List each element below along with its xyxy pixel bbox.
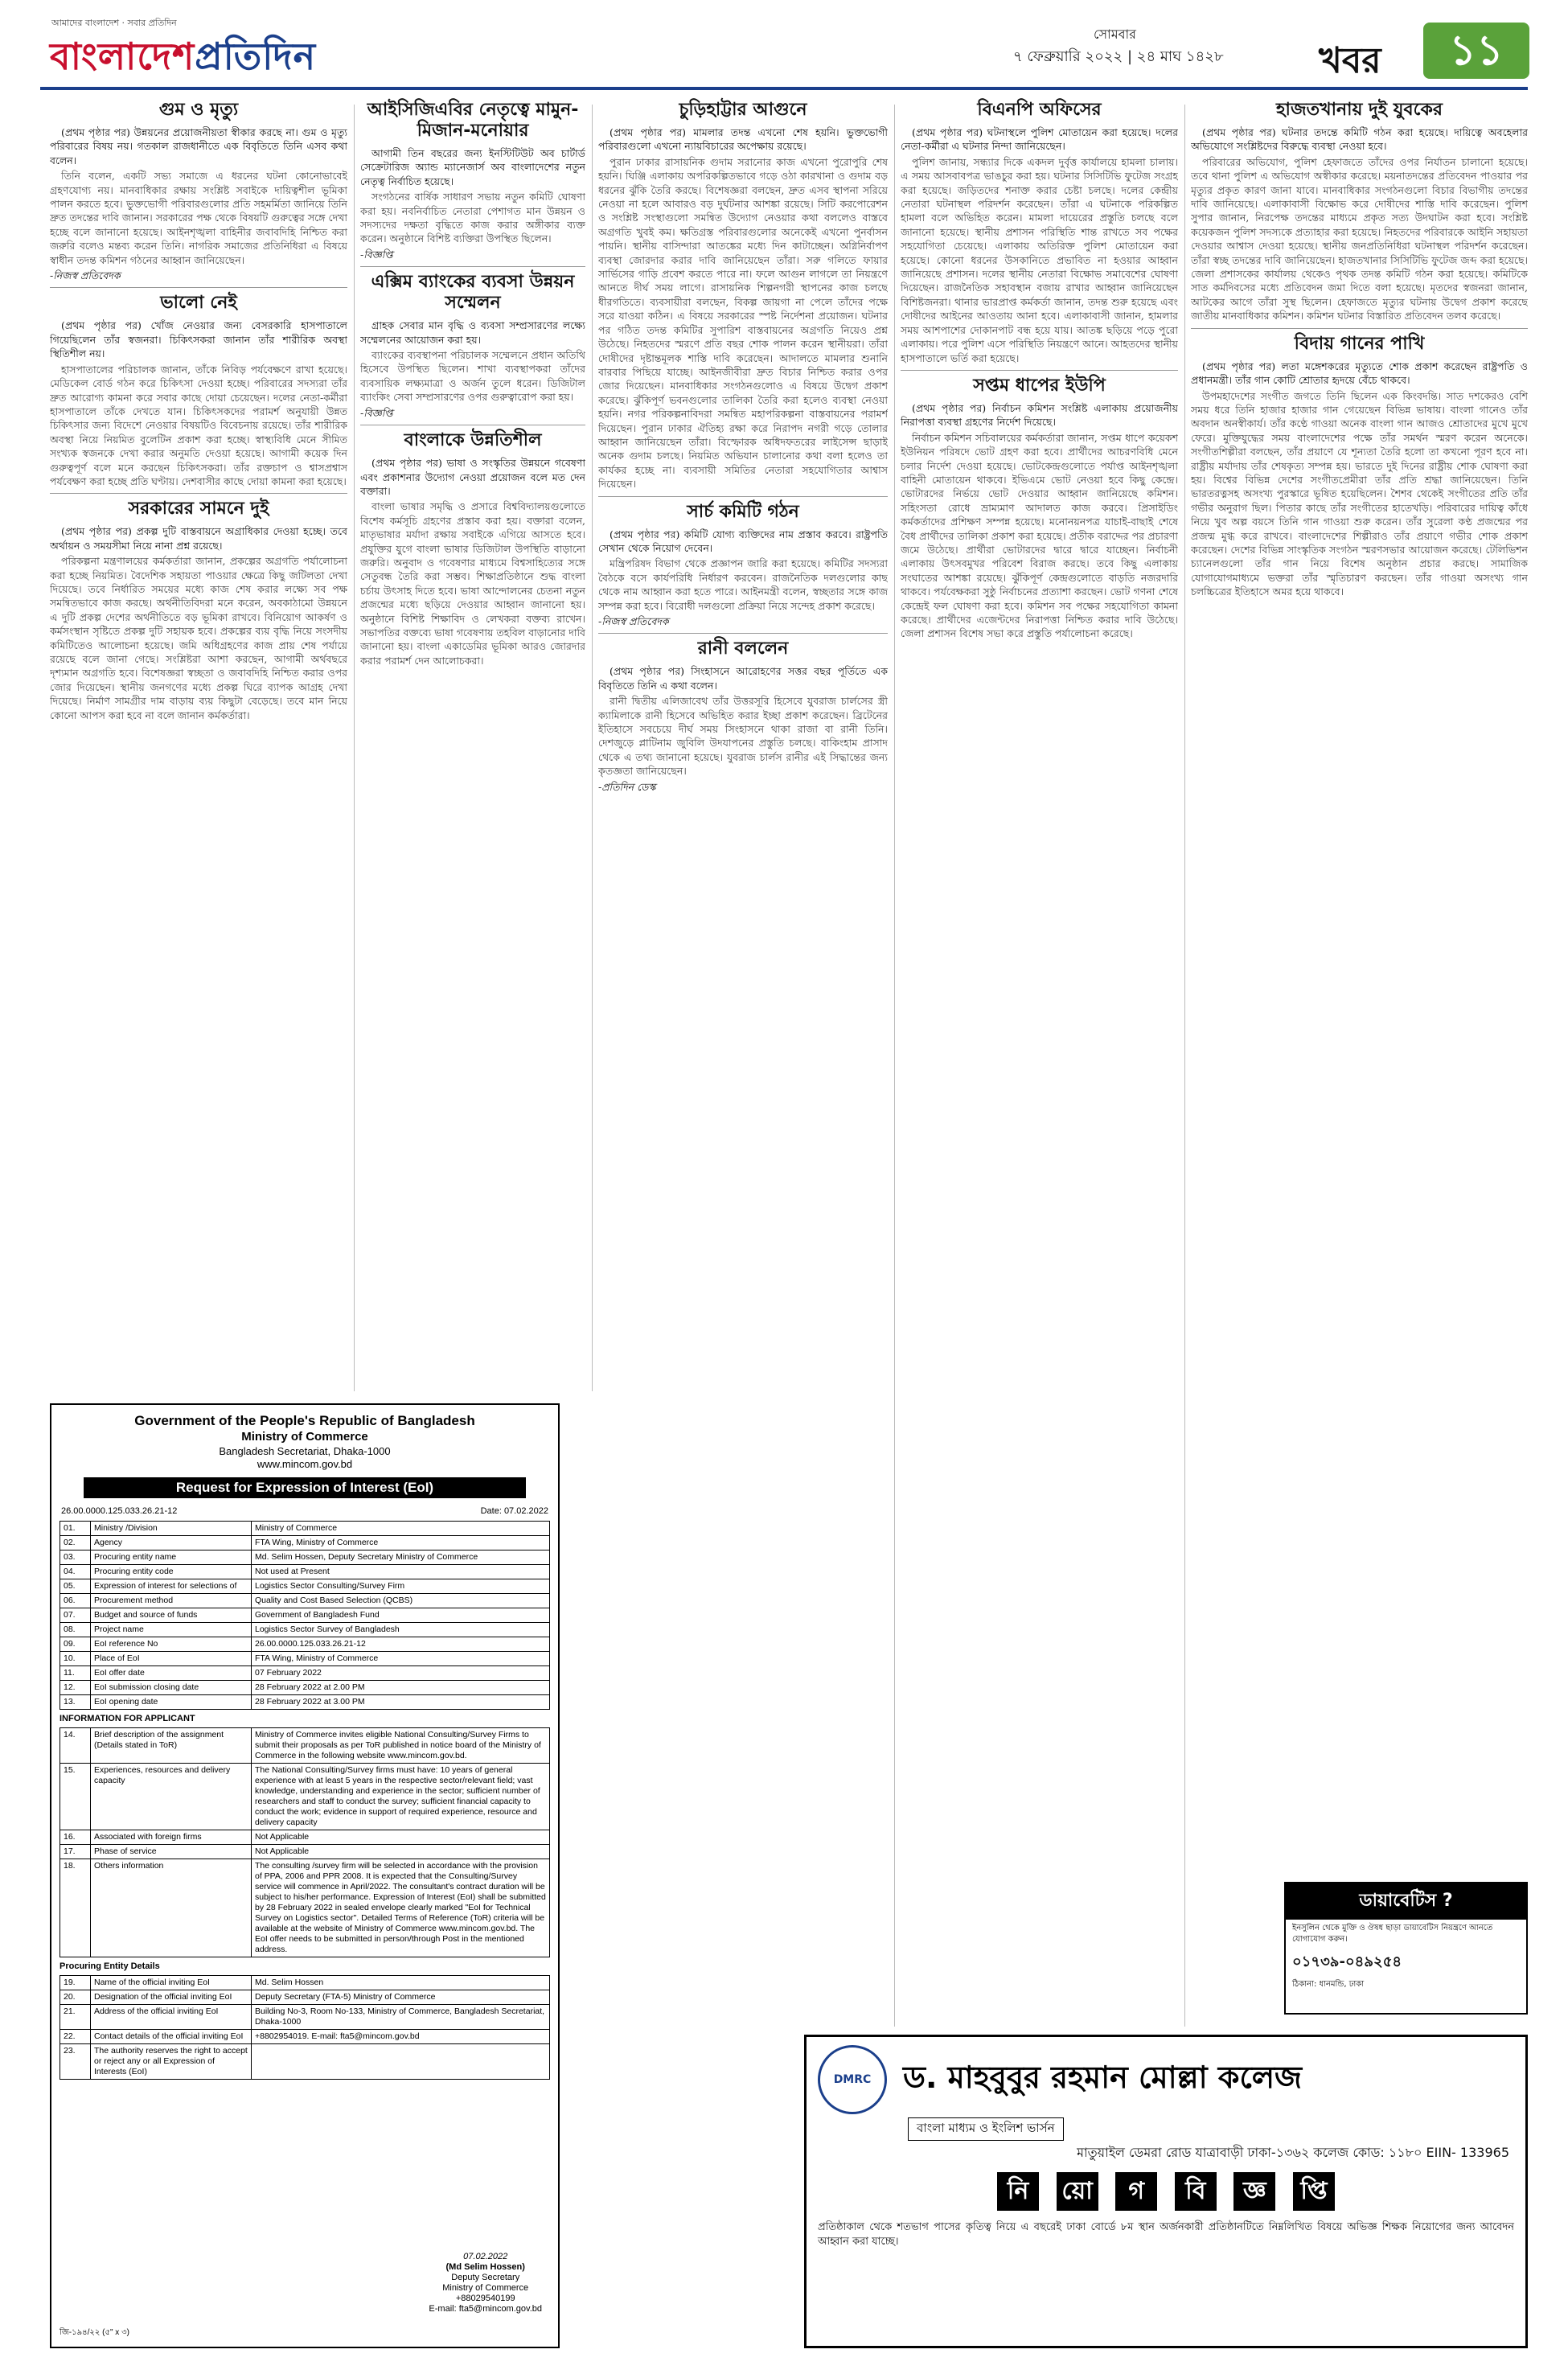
row-number: 15. bbox=[60, 1764, 91, 1830]
gov-name: Government of the People's Republic of Bangladesh bbox=[134, 1413, 475, 1428]
college-header bbox=[807, 2037, 1525, 2117]
college-medium: বাংলা মাধ্যম ও ইংলিশ ভার্সন bbox=[908, 2117, 1064, 2141]
table-row bbox=[60, 1579, 550, 1594]
row-number: 14. bbox=[60, 1728, 91, 1764]
signature-date: 07.02.2022 bbox=[463, 2252, 508, 2261]
table-row bbox=[60, 2030, 550, 2044]
divider bbox=[1191, 328, 1528, 329]
row-label: Name of the official inviting EoI bbox=[91, 1976, 252, 1990]
eoi-advertisement bbox=[50, 1403, 560, 2348]
row-number: 08. bbox=[60, 1623, 91, 1637]
row-label: Project name bbox=[91, 1623, 252, 1637]
article-lead: (প্রথম পৃষ্ঠার পর) প্রকল্প দুটি বাস্তবায়নে অগ্রাধিকার দেওয়া হচ্ছে। তবে অর্থায়ন ও সময়সীমা নিয়ে নানা প্রশ্ন রয়েছে। bbox=[50, 525, 347, 552]
logo-part1: বাংলাদেশ bbox=[50, 35, 195, 78]
row-label: EoI opening date bbox=[91, 1695, 252, 1710]
article-body: মন্ত্রিপরিষদ বিভাগ থেকে প্রজ্ঞাপন জারি করা হয়েছে। কমিটির সদস্যরা বৈঠকে বসে কার্যপরিধি নির্ধারণ করবেন। রাজনৈতিক দলগুলোর কাছ থেকে নাম আহ্বান করা হতে পারে। আইনমন্ত্রী বলেন, স্বচ্ছতার সঙ্গে কাজ সম্পন্ন করা হবে। বিরোধী দলগুলো প্রক্রিয়া নিয়ে সন্দেহ প্রকাশ করেছে। bbox=[598, 557, 888, 612]
article-byline: -বিজ্ঞপ্তি bbox=[360, 248, 393, 261]
table-row bbox=[60, 1976, 550, 1990]
article-title: বাংলাকে উন্নতিশীল bbox=[404, 430, 542, 451]
article-title: সার্চ কমিটি গঠন bbox=[687, 501, 799, 522]
row-value: Quality and Cost Based Selection (QCBS) bbox=[252, 1594, 550, 1608]
row-label: Ministry /Division bbox=[91, 1522, 252, 1536]
table-row bbox=[60, 1830, 550, 1845]
row-value: Md. Selim Hossen bbox=[252, 1976, 550, 1990]
row-label: Designation of the official inviting EoI bbox=[91, 1990, 252, 2005]
row-number: 12. bbox=[60, 1681, 91, 1695]
table-row bbox=[60, 1522, 550, 1536]
logo-tagline: আমাদের বাংলাদেশ · সবার প্রতিদিন bbox=[51, 18, 177, 28]
column-rule bbox=[592, 105, 593, 1391]
row-number: 19. bbox=[60, 1976, 91, 1990]
row-value: Not Applicable bbox=[252, 1830, 550, 1845]
divider bbox=[598, 633, 888, 634]
row-number: 11. bbox=[60, 1666, 91, 1681]
row-number: 16. bbox=[60, 1830, 91, 1845]
column-1 bbox=[50, 97, 347, 1395]
row-value: Ministry of Commerce invites eligible National Consulting/Survey Firms to submit their proposals as per ToR published in notice board of the Ministry of Commerce in the following website www.mincom.gov.bd. bbox=[252, 1728, 550, 1764]
article-lead: (প্রথম পৃষ্ঠার পর) ঘটনার তদন্তে কমিটি গঠন করা হয়েছে। দায়িত্বে অবহেলার অভিযোগে সংশ্লিষ্টদের বিরুদ্ধে ব্যবস্থা নেওয়া হবে। bbox=[1191, 126, 1528, 153]
signer-phone: +88029540199 bbox=[455, 2294, 515, 2303]
row-label: Procuring entity name bbox=[91, 1550, 252, 1565]
article-lead: (প্রথম পৃষ্ঠার পর) খোঁজ নেওয়ার জন্য বেসরকারি হাসপাতালে গিয়েছিলেন তাঁর স্বজনরা। চিকিৎসকরা জানান তাঁর শারীরিক অবস্থা স্থিতিশীল নয়। bbox=[50, 319, 347, 360]
column-rule bbox=[894, 105, 895, 2027]
row-value: 28 February 2022 at 3.00 PM bbox=[252, 1695, 550, 1710]
article-body: সংগঠনের বার্ষিক সাধারণ সভায় নতুন কমিটি ঘোষণা করা হয়। নবনির্বাচিত নেতারা পেশাগত মান উন্নয়ন ও সদস্যদের দক্ষতা বৃদ্ধিতে কাজ করার অঙ্গীকার ব্যক্ত করেন। অনুষ্ঠানে বিশিষ্ট ব্যক্তিরা উপস্থিত ছিলেন। bbox=[360, 191, 585, 245]
article-title: ভালো নেই bbox=[160, 293, 237, 314]
article-lead: (প্রথম পৃষ্ঠার পর) মামলার তদন্ত এখনো শেষ হয়নি। ভুক্তভোগী পরিবারগুলো এখনো ন্যায়বিচারের অপেক্ষায় রয়েছে। bbox=[598, 126, 888, 153]
table-row bbox=[60, 1764, 550, 1830]
college-name: ড. মাহবুবুর রহমান মোল্লা কলেজ bbox=[903, 2060, 1303, 2095]
notice-letter: য়ো bbox=[1057, 2172, 1098, 2211]
masthead-rule bbox=[40, 87, 1528, 90]
article-body: পুরান ঢাকার রাসায়নিক গুদাম সরানোর কাজ এখনো পুরোপুরি শেষ হয়নি। ঘিঞ্জি এলাকায় অপরিকল্পিতভাবে গড়ে ওঠা কারখানা ও গুদাম বড় ধরনের ঝুঁকি তৈরি করছে। বিশেষজ্ঞরা বলছেন, দ্রুত এসব স্থাপনা সরিয়ে নেওয়া না হলে আবারও বড় দুর্ঘটনার আশঙ্কা রয়েছে। সিটি করপোরেশন ও সংশ্লিষ্ট সংস্থাগুলো সমন্বিত উদ্যোগ নেওয়ার কথা বললেও বাস্তবে অগ্রগতি খুবই কম। ক্ষতিগ্রস্ত পরিবারগুলোর অনেকেই এখনো পুনর্বাসন পায়নি। স্থানীয় বাসিন্দারা আতঙ্কের মধ্যে দিন কাটাচ্ছেন। অগ্নিনির্বাপণ ব্যবস্থা জোরদার করার দাবি জানিয়েছেন তাঁরা। সরু গলিতে ফায়ার সার্ভিসের গাড়ি প্রবেশ করতে পারে না। ফলে আগুন লাগলে তা নিয়ন্ত্রণে আনতে দীর্ঘ সময় লাগে। রাসায়নিক শিল্পনগরী স্থাপনের কাজ চলছে ধীরগতিতে। ব্যবসায়ীরা বলছেন, বিকল্প জায়গা না পেলে তাঁদের পক্ষে সরে যাওয়া কঠিন। এ বিষয়ে সরকারের স্পষ্ট নির্দেশনা প্রয়োজন। ঘটনার পর গঠিত তদন্ত কমিটির সুপারিশ বাস্তবায়নের অগ্রগতি নিয়েও প্রশ্ন উঠেছে। নিহতদের স্মরণে প্রতি বছর শোক পালন করেন স্থানীয়রা। তাঁরা দোষীদের দৃষ্টান্তমূলক শাস্তি দাবি করেছেন। আদালতে মামলার শুনানি বারবার পিছিয়ে যাচ্ছে। আইনজীবীরা দ্রুত বিচার নিশ্চিত করার ওপর জোর দিয়েছেন। মানবাধিকার সংগঠনগুলোও এ বিষয়ে উদ্বেগ প্রকাশ করেছে। ঝুঁকিপূর্ণ ভবনগুলোর তালিকা তৈরি করা হলেও ব্যবস্থা নেওয়া হয়নি। নগর পরিকল্পনাবিদরা সমন্বিত মহাপরিকল্পনা বাস্তবায়নের পরামর্শ দিয়েছেন। পুরান ঢাকার ঐতিহ্য রক্ষা করে নিরাপদ নগরী গড়ে তোলার আহ্বান জানিয়েছেন তাঁরা। বিস্ফোরক অধিদফতরের লাইসেন্স ছাড়াই অনেক গুদাম চলছে। নিয়মিত অভিযান চালানোর কথা বলা হলেও তা কার্যকর হচ্ছে না। ব্যবসায়ী সমিতির নেতারা সহযোগিতার আশ্বাস দিয়েছেন। bbox=[598, 155, 888, 491]
signer-name: (Md Selim Hossen) bbox=[445, 2262, 525, 2272]
eoi-date: Date: 07.02.2022 bbox=[480, 1506, 548, 1516]
notice-letter: প্তি bbox=[1293, 2172, 1335, 2211]
article-title: আইসিজিএবির নেতৃত্বে মামুন-মিজান-মনোয়ার bbox=[367, 100, 579, 141]
article-body: নির্বাচন কমিশন সচিবালয়ের কর্মকর্তারা জানান, সপ্তম ধাপে কয়েকশ ইউনিয়ন পরিষদে ভোট গ্রহণ করা হবে। প্রার্থীদের আচরণবিধি মেনে চলার নির্দেশ দেওয়া হয়েছে। ভোটকেন্দ্রগুলোতে পর্যাপ্ত আইনশৃঙ্খলা বাহিনী মোতায়েন থাকবে। ইভিএমে ভোট নেওয়া হবে কিছু কেন্দ্রে। ভোটারদের নির্ভয়ে ভোট দেওয়ার আহ্বান জানিয়েছে কমিশন। সহিংসতা রোধে ভ্রাম্যমাণ আদালত কাজ করবে। প্রিসাইডিং কর্মকর্তাদের প্রশিক্ষণ সম্পন্ন হয়েছে। মনোনয়নপত্র যাচাই-বাছাই শেষে বৈধ প্রার্থীদের তালিকা প্রকাশ করা হয়েছে। প্রতীক বরাদ্দের পর প্রচারণা জমে উঠেছে। প্রার্থীরা ভোটারদের দ্বারে দ্বারে যাচ্ছেন। নির্বাচনী এলাকায় উৎসবমুখর পরিবেশ বিরাজ করছে। তবে কিছু এলাকায় সংঘাতের আশঙ্কা রয়েছে। ঝুঁকিপূর্ণ কেন্দ্রগুলোতে বাড়তি নজরদারি থাকবে। পর্যবেক্ষকরা সুষ্ঠু নির্বাচনের প্রত্যাশা করছেন। ভোট গণনা শেষে কেন্দ্রেই ফল ঘোষণা করা হবে। কমিশন সব পক্ষের সহযোগিতা কামনা করেছে। প্রার্থীদের এজেন্টদের নিরাপত্তা নিশ্চিত করার দাবি উঠেছে। জেলা প্রশাসন বিশেষ সভা করে প্রস্তুতি পর্যালোচনা করেছে। bbox=[901, 431, 1178, 640]
entity-table bbox=[60, 1975, 550, 2080]
article-byline: -প্রতিদিন ডেস্ক bbox=[598, 780, 656, 793]
table-row bbox=[60, 1594, 550, 1608]
row-value: 07 February 2022 bbox=[252, 1666, 550, 1681]
article-lead: (প্রথম পৃষ্ঠার পর) সিংহাসনে আরোহণের সত্তর বছর পূর্তিতে এক বিবৃতিতে তিনি এ কথা বলেন। bbox=[598, 665, 888, 692]
info-header: INFORMATION FOR APPLICANT bbox=[60, 1714, 195, 1723]
notice-letter: বি bbox=[1175, 2172, 1217, 2211]
issue-date: ৭ ফেব্রুয়ারি ২০২২ | ২৪ মাঘ ১৪২৮ bbox=[1013, 48, 1224, 65]
row-number: 21. bbox=[60, 2005, 91, 2030]
article-body: রানী দ্বিতীয় এলিজাবেথ তাঁর উত্তরসূরি হিসেবে যুবরাজ চার্লসের স্ত্রী ক্যামিলাকে রানী হিসেবে অভিহিত করার ইচ্ছা প্রকাশ করেছেন। ব্রিটেনের ইতিহাসে সবচেয়ে দীর্ঘ সময় সিংহাসনে থাকা রাজা বা রানী তিনি। দেশজুড়ে প্লাটিনাম জুবিলি উদযাপনের প্রস্তুতি চলছে। বাকিংহাম প্রাসাদ থেকে এ তথ্য জানানো হয়েছে। যুবরাজ চার্লস রানীর এই সিদ্ধান্তের জন্য কৃতজ্ঞতা জানিয়েছেন। bbox=[598, 695, 888, 778]
row-label: The authority reserves the right to accept or reject any or all Expression of Interests (EoI) bbox=[91, 2044, 252, 2080]
diabetes-advertisement bbox=[1284, 1882, 1528, 2015]
article-lead: (প্রথম পৃষ্ঠার পর) নির্বাচন কমিশন সংশ্লিষ্ট এলাকায় প্রয়োজনীয় নিরাপত্তা ব্যবস্থা গ্রহণের নির্দেশ দিয়েছে। bbox=[901, 401, 1178, 429]
article-title: সরকারের সামনে দুই bbox=[128, 499, 269, 520]
notice-letter: নি bbox=[997, 2172, 1039, 2211]
row-label: Procurement method bbox=[91, 1594, 252, 1608]
table-row bbox=[60, 1666, 550, 1681]
divider bbox=[901, 370, 1178, 371]
masthead bbox=[0, 0, 1568, 97]
college-advertisement bbox=[804, 2035, 1528, 2348]
row-label: Budget and source of funds bbox=[91, 1608, 252, 1623]
divider bbox=[360, 266, 585, 267]
row-label: Address of the official inviting EoI bbox=[91, 2005, 252, 2030]
table-row bbox=[60, 1608, 550, 1623]
row-number: 17. bbox=[60, 1845, 91, 1859]
table-row bbox=[60, 1550, 550, 1565]
row-number: 13. bbox=[60, 1695, 91, 1710]
article-lead: (প্রথম পৃষ্ঠার পর) উন্নয়নের প্রয়োজনীয়তা স্বীকার করছে না। গুম ও মৃত্যু পরিবারের বিষয় নয়। গতকাল রাজধানীতে এক বিবৃতিতে তিনি এসব কথা বলেন। bbox=[50, 126, 347, 166]
row-value: 26.00.0000.125.033.26.21-12 bbox=[252, 1637, 550, 1652]
row-number: 04. bbox=[60, 1565, 91, 1579]
row-number: 18. bbox=[60, 1859, 91, 1957]
article-title: সপ্তম ধাপের ইউপি bbox=[973, 375, 1106, 396]
row-label: Expression of interest for selections of bbox=[91, 1579, 252, 1594]
gd-number: জি-১৯৪/২২ (৫" x ৩) bbox=[60, 2328, 129, 2337]
row-number: 03. bbox=[60, 1550, 91, 1565]
column-rule bbox=[1184, 105, 1185, 2027]
row-label: Associated with foreign firms bbox=[91, 1830, 252, 1845]
row-number: 05. bbox=[60, 1579, 91, 1594]
article-title: বিএনপি অফিসের bbox=[977, 100, 1102, 120]
article-lead: (প্রথম পৃষ্ঠার পর) কমিটি যোগ্য ব্যক্তিদের নাম প্রস্তাব করবে। রাষ্ট্রপতি সেখান থেকে নিয়োগ দেবেন। bbox=[598, 528, 888, 554]
section-title: খবর bbox=[1319, 40, 1381, 81]
eoi-table bbox=[60, 1521, 550, 1710]
article-body: হাসপাতালের পরিচালক জানান, তাঁকে নিবিড় পর্যবেক্ষণে রাখা হয়েছে। মেডিকেল বোর্ড গঠন করে চিকিৎসা দেওয়া হচ্ছে। পরিবারের সদস্যরা তাঁর দ্রুত আরোগ্য কামনা করে সবার কাছে দোয়া চেয়েছেন। দলের নেতা-কর্মীরা হাসপাতালে তাঁকে দেখতে যান। চিকিৎসকদের পরামর্শ অনুযায়ী উন্নত চিকিৎসার জন্য বিদেশে নেওয়ার বিষয়টিও বিবেচনায় রয়েছে। তাঁর শারীরিক অবস্থা নিয়ে নিয়মিত বুলেটিন প্রকাশ করা হচ্ছে। স্বাস্থ্যবিধি মেনে সীমিত সংখ্যক স্বজনকে দেখা করার অনুমতি দেওয়া হয়েছে। আগামী কয়েক দিন গুরুত্বপূর্ণ বলে মনে করছেন চিকিৎসকরা। তাঁর রক্তচাপ ও শ্বাসপ্রশ্বাস পর্যবেক্ষণ করা হচ্ছে প্রতি ঘণ্টায়। দেশবাসীর কাছে দোয়া কামনা করা হয়েছে। bbox=[50, 363, 347, 487]
diabetes-title: ডায়াবেটিস ? bbox=[1286, 1883, 1526, 1920]
article-title: হাজতখানায় দুই যুবকের bbox=[1276, 100, 1443, 120]
notice-title bbox=[997, 2172, 1335, 2211]
table-row bbox=[60, 1859, 550, 1957]
article-title: গুম ও মৃত্যু bbox=[158, 100, 239, 120]
row-value: Ministry of Commerce bbox=[252, 1522, 550, 1536]
ministry-name: Ministry of Commerce bbox=[241, 1430, 368, 1444]
row-label: Experiences, resources and delivery capacity bbox=[91, 1764, 252, 1830]
row-label: Procuring entity code bbox=[91, 1565, 252, 1579]
article-byline: -নিজস্ব প্রতিবেদক bbox=[598, 615, 669, 627]
article-body: তিনি বলেন, একটি সভ্য সমাজে এ ধরনের ঘটনা কোনোভাবেই গ্রহণযোগ্য নয়। মানবাধিকার রক্ষায় সংশ্লিষ্ট সবাইকে দায়িত্বশীল ভূমিকা পালন করতে হবে। ভুক্তভোগী পরিবারগুলোর প্রতি সহমর্মিতা জানিয়ে তিনি দ্রুত তদন্তের দাবি জানান। সরকারের পক্ষ থেকে বিষয়টি গুরুত্বের সঙ্গে দেখা হচ্ছে বলে জানানো হয়েছে। আইনশৃঙ্খলা বাহিনীর জবাবদিহি নিশ্চিত করা জরুরি বলেও মন্তব্য করেন তিনি। নাগরিক সমাজের প্রতিনিধিরা এ বিষয়ে স্বাধীন তদন্ত কমিশন গঠনের আহ্বান জানিয়েছেন। bbox=[50, 170, 347, 266]
row-number: 09. bbox=[60, 1637, 91, 1652]
row-label: Agency bbox=[91, 1536, 252, 1550]
article-lead: (প্রথম পৃষ্ঠার পর) লতা মঙ্গেশকরের মৃত্যুতে শোক প্রকাশ করেছেন রাষ্ট্রপতি ও প্রধানমন্ত্রী। তাঁর গান কোটি শ্রোতার হৃদয়ে বেঁচে থাকবে। bbox=[1191, 359, 1528, 387]
row-value: +8802954019. E-mail: fta5@mincom.gov.bd bbox=[252, 2030, 550, 2044]
column-rule bbox=[354, 105, 355, 1391]
row-value: The National Consulting/Survey firms must have: 10 years of general experience with at least 5 years in the respective sector/relevant field; vast knowledge, understanding and experience in the sector; sufficient number of researchers and staff to conduct the survey; sufficient financial capacity to conduct the work; evidence in support of required experience, resource and delivery capacity bbox=[252, 1764, 550, 1830]
ministry-address: Bangladesh Secretariat, Dhaka-1000 bbox=[219, 1445, 391, 1457]
row-number: 06. bbox=[60, 1594, 91, 1608]
row-label: Brief description of the assignment (Details stated in ToR) bbox=[91, 1728, 252, 1764]
row-number: 20. bbox=[60, 1990, 91, 2005]
signer-title: Deputy Secretary bbox=[451, 2273, 520, 2282]
info-table bbox=[60, 1727, 550, 1957]
page-number: ১১ bbox=[1423, 23, 1529, 79]
article-lead: আগামী তিন বছরের জন্য ইনস্টিটিউট অব চার্টার্ড সেক্রেটারিজ অ্যান্ড ম্যানেজার্স অব বাংলাদেশের নতুন নেতৃত্ব নির্বাচিত হয়েছে। bbox=[360, 147, 585, 187]
row-value: Not Applicable bbox=[252, 1845, 550, 1859]
row-value: Not used at Present bbox=[252, 1565, 550, 1579]
diabetes-footer: ঠিকানা: ধানমন্ডি, ঢাকা bbox=[1292, 1980, 1365, 1989]
memo-number: 26.00.0000.125.033.26.21-12 bbox=[61, 1506, 178, 1516]
row-label: EoI offer date bbox=[91, 1666, 252, 1681]
article-body: উপমহাদেশের সংগীত জগতে তিনি ছিলেন এক কিংবদন্তি। সাত দশকেরও বেশি সময় ধরে তিনি হাজার হাজার গান গেয়েছেন বিভিন্ন ভাষায়। বাংলা গানেও তাঁর অবদান অনস্বীকার্য। তাঁর কণ্ঠে গাওয়া অনেক বাংলা গান আজও শ্রোতাদের মুখে মুখে ফেরে। মুক্তিযুদ্ধের সময় বাংলাদেশের পক্ষে তাঁর সমর্থন স্মরণ করেন অনেকে। সংগীতশিল্পীরা বলছেন, তাঁর প্রয়াণে যে শূন্যতা তৈরি হলো তা কখনো পূরণ হবে না। রাষ্ট্রীয় মর্যাদায় তাঁর শেষকৃত্য সম্পন্ন হয়। ভারতে দুই দিনের রাষ্ট্রীয় শোক ঘোষণা করা হয়। বিশ্বের বিভিন্ন দেশের সংগীতপ্রেমীরা তাঁর প্রতি শ্রদ্ধা জানিয়েছেন। তিনি ভারতরত্নসহ অসংখ্য পুরস্কারে ভূষিত হয়েছিলেন। শৈশব থেকেই সংগীতের প্রতি তাঁর গভীর অনুরাগ ছিল। পিতার কাছে তাঁর সংগীতের হাতেখড়ি। পরিবারের দায়িত্ব কাঁধে নিয়ে খুব অল্প বয়সে তিনি গান গাওয়া শুরু করেন। তাঁর সুরেলা কণ্ঠ প্রজন্মের পর প্রজন্ম মুগ্ধ করে রাখবে। বাংলাদেশের শিল্পীরাও তাঁর প্রয়াণে গভীর শোক প্রকাশ করেছেন। দেশের বিভিন্ন সাংস্কৃতিক সংগঠন স্মরণসভার আয়োজন করেছে। টেলিভিশন চ্যানেলগুলো তাঁর গান নিয়ে বিশেষ অনুষ্ঠান প্রচার করছে। সামাজিক যোগাযোগমাধ্যমে ভক্তরা তাঁর স্মৃতিচারণ করছেন। তাঁর গাওয়া অসংখ্য গান চলচ্চিত্রের ইতিহাসে অমর হয়ে থাকবে। bbox=[1191, 389, 1528, 598]
row-value: Logistics Sector Consulting/Survey Firm bbox=[252, 1579, 550, 1594]
table-row bbox=[60, 1536, 550, 1550]
column-5 bbox=[1191, 97, 1528, 1878]
column-4 bbox=[901, 97, 1178, 2011]
row-label: Contact details of the official inviting EoI bbox=[91, 2030, 252, 2044]
signature-block bbox=[429, 2252, 542, 2314]
row-value: FTA Wing, Ministry of Commerce bbox=[252, 1652, 550, 1666]
article-body: বাংলা ভাষার সমৃদ্ধি ও প্রসারে বিশ্ববিদ্যালয়গুলোতে বিশেষ কর্মসূচি গ্রহণের প্রস্তাব করা হয়। বক্তারা বলেন, মাতৃভাষার মর্যাদা রক্ষায় সবাইকে এগিয়ে আসতে হবে। প্রযুক্তির যুগে বাংলা ভাষার ডিজিটাল উপস্থিতি বাড়ানো জরুরি। অনুবাদ ও গবেষণার মাধ্যমে বিশ্বসাহিত্যের সঙ্গে সেতুবন্ধ তৈরি করা সম্ভব। শিক্ষাপ্রতিষ্ঠানে শুদ্ধ বাংলা চর্চায় উৎসাহ দিতে হবে। ভাষা আন্দোলনের চেতনা নতুন প্রজন্মের মধ্যে ছড়িয়ে দেওয়ার আহ্বান জানানো হয়। অনুষ্ঠানে বিশিষ্ট শিক্ষাবিদ ও লেখকরা বক্তব্য রাখেন। সভাপতির বক্তব্যে ভাষা গবেষণায় তহবিল বাড়ানোর দাবি জানানো হয়। বাংলা একাডেমির ভূমিকা আরও জোরদার করার পরামর্শ দেন আলোচকরা। bbox=[360, 500, 585, 667]
eoi-banner: Request for Expression of Interest (EoI) bbox=[84, 1477, 526, 1498]
row-number: 01. bbox=[60, 1522, 91, 1536]
divider bbox=[50, 287, 347, 288]
article-lead: গ্রাহক সেবার মান বৃদ্ধি ও ব্যবসা সম্প্রসারণের লক্ষ্যে সম্মেলনের আয়োজন করা হয়। bbox=[360, 319, 585, 346]
signer-email[interactable]: E-mail: fta5@mincom.gov.bd bbox=[429, 2304, 542, 2314]
article-byline: -বিজ্ঞপ্তি bbox=[360, 406, 393, 419]
table-row bbox=[60, 1637, 550, 1652]
row-value: Deputy Secretary (FTA-5) Ministry of Commerce bbox=[252, 1990, 550, 2005]
table-row bbox=[60, 1652, 550, 1666]
article-title: এক্সিম ব্যাংকের ব্যবসা উন্নয়ন সম্মেলন bbox=[371, 272, 575, 314]
row-label: Others information bbox=[91, 1859, 252, 1957]
diabetes-body: ইনসুলিন থেকে মুক্তি ও ঔষধ ছাড়া ডায়াবেটিস নিয়ন্ত্রণে আনতে যোগাযোগ করুন। bbox=[1292, 1924, 1493, 1944]
article-body: ব্যাংকের ব্যবস্থাপনা পরিচালক সম্মেলনে প্রধান অতিথি হিসেবে উপস্থিত ছিলেন। শাখা ব্যবস্থাপকরা তাঁদের ব্যবসায়িক লক্ষ্যমাত্রা ও অর্জন তুলে ধরেন। ডিজিটাল ব্যাংকিং সেবা সম্প্রসারণের ওপর গুরুত্বারোপ করা হয়। bbox=[360, 349, 585, 404]
table-row bbox=[60, 1990, 550, 2005]
row-number: 10. bbox=[60, 1652, 91, 1666]
article-byline: -নিজস্ব প্রতিবেদক bbox=[50, 269, 121, 282]
row-value: Government of Bangladesh Fund bbox=[252, 1608, 550, 1623]
weekday: সোমবার bbox=[1094, 27, 1136, 42]
row-number: 07. bbox=[60, 1608, 91, 1623]
college-seal-icon: DMRC bbox=[818, 2045, 887, 2114]
table-row bbox=[60, 1565, 550, 1579]
eoi-reference-line bbox=[51, 1503, 558, 1519]
row-label: Phase of service bbox=[91, 1845, 252, 1859]
college-body: প্রতিষ্ঠাকাল থেকে শতভাগ পাসের কৃতিত্ব নিয়ে এ বছরেই ঢাকা বোর্ডে ৮ম স্থান অর্জনকারী প্রতিষ্ঠানটিতে নিম্নলিখিত বিষয়ে অভিজ্ঞ শিক্ষক নিয়োগের জন্য আবেদন আহ্বান করা যাচ্ছে। bbox=[818, 2221, 1514, 2248]
logo-part2: প্রতিদিন bbox=[195, 35, 317, 78]
table-row bbox=[60, 1681, 550, 1695]
row-value: Building No-3, Room No-133, Ministry of Commerce, Bangladesh Secretariat, Dhaka-1000 bbox=[252, 2005, 550, 2030]
row-value: The consulting /survey firm will be selected in accordance with the provision of PPA, 2006 and PPR 2008. It is expected that the Consulting/Survey service will commence in April/2022. The consultant's contract duration will be subject to his/her performance. Expression of Interest (EoI) shall be submitted by 28 February 2022 in sealed envelope clearly marked "EoI for Technical Survey on Logistics sector". Detailed Terms of Reference (ToR) criteria will be available at the website of Ministry of Commerce www.mincom.gov.bd. The EoI offer needs to be submitted in person/through Post in the mentioned address. bbox=[252, 1859, 550, 1957]
table-row bbox=[60, 2044, 550, 2080]
row-value: Logistics Sector Survey of Bangladesh bbox=[252, 1623, 550, 1637]
table-row bbox=[60, 1728, 550, 1764]
college-address: মাতুয়াইল ডেমরা রোড যাত্রাবাড়ী ঢাকা-১৩৬২ কলেজ কোড: ১১৮০ EIIN- 133965 bbox=[1077, 2145, 1509, 2160]
row-value: Md. Selim Hossen, Deputy Secretary Ministry of Commerce bbox=[252, 1550, 550, 1565]
notice-letter: জ্ঞ bbox=[1233, 2172, 1275, 2211]
table-row bbox=[60, 2005, 550, 2030]
article-lead: (প্রথম পৃষ্ঠার পর) ঘটনাস্থলে পুলিশ মোতায়েন করা হয়েছে। দলের নেতা-কর্মীরা এ ঘটনার নিন্দা জানিয়েছেন। bbox=[901, 126, 1178, 153]
entity-header: Procuring Entity Details bbox=[60, 1961, 160, 1971]
row-value bbox=[252, 2044, 550, 2080]
article-title: চুড়িহাট্টার আগুনে bbox=[679, 100, 807, 120]
ministry-website[interactable]: www.mincom.gov.bd bbox=[257, 1458, 353, 1470]
diabetes-phone[interactable]: ০১৭৩৯-০৪৯২৫৪ bbox=[1292, 1953, 1402, 1970]
newspaper-logo[interactable] bbox=[50, 29, 316, 90]
notice-letter: গ bbox=[1115, 2172, 1157, 2211]
article-body: পরিবারের অভিযোগ, পুলিশ হেফাজতে তাঁদের ওপর নির্যাতন চালানো হয়েছে। তবে থানা পুলিশ এ অভিযোগ অস্বীকার করেছে। ময়নাতদন্তের প্রতিবেদন পাওয়ার পর মৃত্যুর প্রকৃত কারণ জানা যাবে। মানবাধিকার সংগঠনগুলো বিচার বিভাগীয় তদন্তের দাবি জানিয়েছে। এলাকাবাসী বিক্ষোভ করে দোষীদের শাস্তি দাবি করেছেন। পুলিশ সুপার জানান, নিরপেক্ষ তদন্তের মাধ্যমে প্রকৃত সত্য উদঘাটন করা হবে। সংশ্লিষ্ট কয়েকজন পুলিশ সদস্যকে প্রত্যাহার করা হয়েছে। নিহতদের পরিবারকে আইনি সহায়তা দেওয়ার আশ্বাস দেওয়া হয়েছে। স্থানীয় জনপ্রতিনিধিরা ঘটনাস্থল পরিদর্শন করেছেন। তাঁরা স্বচ্ছ তদন্তের দাবি জানিয়েছেন। হাজতখানার সিসিটিভি ফুটেজ জব্দ করা হয়েছে। জেলা প্রশাসকের কার্যালয় থেকেও পৃথক তদন্ত কমিটি গঠন করা হয়েছে। কমিটিকে সাত কর্মদিবসের মধ্যে প্রতিবেদন জমা দিতে বলা হয়েছে। মৃতদের স্বজনরা জানান, আটকের আগে তাঁরা সুস্থ ছিলেন। হেফাজতে মৃত্যুর ঘটনায় উদ্বেগ প্রকাশ করেছে জাতীয় মানবাধিকার কমিশন। কমিশন ঘটনার বিস্তারিত প্রতিবেদন তলব করেছে। bbox=[1191, 155, 1528, 322]
article-lead: (প্রথম পৃষ্ঠার পর) ভাষা ও সংস্কৃতির উন্নয়নে গবেষণা এবং প্রকাশনার উদ্যোগ নেওয়া প্রয়োজন বলে মত দেন বক্তারা। bbox=[360, 457, 585, 497]
article-title: রানী বললেন bbox=[697, 639, 789, 659]
row-value: FTA Wing, Ministry of Commerce bbox=[252, 1536, 550, 1550]
row-number: 02. bbox=[60, 1536, 91, 1550]
row-number: 23. bbox=[60, 2044, 91, 2080]
signer-ministry: Ministry of Commerce bbox=[442, 2283, 529, 2293]
row-label: EoI submission closing date bbox=[91, 1681, 252, 1695]
article-title: বিদায় গানের পাখি bbox=[1294, 333, 1425, 354]
table-row bbox=[60, 1845, 550, 1859]
row-label: Place of EoI bbox=[91, 1652, 252, 1666]
column-3 bbox=[598, 97, 888, 2023]
article-body: পুলিশ জানায়, সন্ধ্যার দিকে একদল দুর্বৃত্ত কার্যালয়ে হামলা চালায়। এ সময় আসবাবপত্র ভাঙচুর করা হয়। ঘটনার সিসিটিভি ফুটেজ সংগ্রহ করা হয়েছে। জড়িতদের শনাক্ত করার চেষ্টা চলছে। দলের কেন্দ্রীয় নেতারা ঘটনাস্থল পরিদর্শন করেছেন। তাঁরা এ ঘটনাকে পরিকল্পিত হামলা বলে অভিহিত করেন। মামলা দায়েরের প্রস্তুতি চলছে বলে জানানো হয়েছে। স্থানীয় প্রশাসন পরিস্থিতি শান্ত রাখতে সব পক্ষের সহযোগিতা চেয়েছে। এলাকায় অতিরিক্ত পুলিশ মোতায়েন করা হয়েছে। কোনো ধরনের উসকানিতে প্রভাবিত না হওয়ার আহ্বান জানিয়েছে প্রশাসন। দলের স্থানীয় নেতারা বিক্ষোভ সমাবেশের ঘোষণা দিয়েছেন। রাজনৈতিক সহাবস্থান বজায় রাখার আহ্বান জানিয়েছেন বিশিষ্টজনরা। থানার ভারপ্রাপ্ত কর্মকর্তা জানান, তদন্ত শুরু হয়েছে এবং দোষীদের আইনের আওতায় আনা হবে। এলাকাবাসী জানান, হামলার সময় আশপাশের দোকানপাট বন্ধ হয়ে যায়। আতঙ্ক ছড়িয়ে পড়ে পুরো এলাকায়। পরে পুলিশ এসে পরিস্থিতি নিয়ন্ত্রণে আনে। আহতদের স্থানীয় হাসপাতালে ভর্তি করা হয়েছে। bbox=[901, 155, 1178, 364]
column-2 bbox=[360, 97, 585, 1395]
table-row bbox=[60, 1623, 550, 1637]
divider bbox=[50, 493, 347, 494]
divider bbox=[598, 496, 888, 497]
row-value: 28 February 2022 at 2.00 PM bbox=[252, 1681, 550, 1695]
row-label: EoI reference No bbox=[91, 1637, 252, 1652]
row-number: 22. bbox=[60, 2030, 91, 2044]
article-body: পরিকল্পনা মন্ত্রণালয়ের কর্মকর্তারা জানান, প্রকল্পের অগ্রগতি পর্যালোচনা করা হচ্ছে নিয়মিত। বৈদেশিক সহায়তা পাওয়ার ক্ষেত্রে কিছু জটিলতা দেখা দিয়েছে। তবে নির্ধারিত সময়ের মধ্যে কাজ শেষ করার লক্ষ্যে সব পক্ষ সমন্বিতভাবে কাজ করছে। অর্থনীতিবিদরা মনে করেন, অবকাঠামো উন্নয়নে এ দুটি প্রকল্প দেশের অর্থনীতিতে বড় ভূমিকা রাখবে। বিনিয়োগ আকর্ষণ ও কর্মসংস্থান সৃষ্টিতে প্রকল্প দুটি সহায়ক হবে। প্রকল্পের ব্যয় বৃদ্ধি নিয়ে সংসদীয় কমিটিতেও আলোচনা হয়েছে। জমি অধিগ্রহণের কাজ প্রায় শেষ পর্যায়ে রয়েছে বলে জানা গেছে। সংশ্লিষ্টরা আশা করছেন, আগামী অর্থবছরে দৃশ্যমান অগ্রগতি হবে। বিশেষজ্ঞরা স্বচ্ছতা ও জবাবদিহি নিশ্চিত করার ওপর জোর দিয়েছেন। স্থানীয় জনগণের মধ্যে প্রকল্প ঘিরে ব্যাপক আগ্রহ দেখা দিয়েছে। নির্মাণ সামগ্রীর দাম বাড়ায় ব্যয় কিছুটা বেড়েছে। তবে মান নিয়ে কোনো আপস করা হবে না বলে জানান কর্মকর্তারা। bbox=[50, 555, 347, 721]
table-row bbox=[60, 1695, 550, 1710]
